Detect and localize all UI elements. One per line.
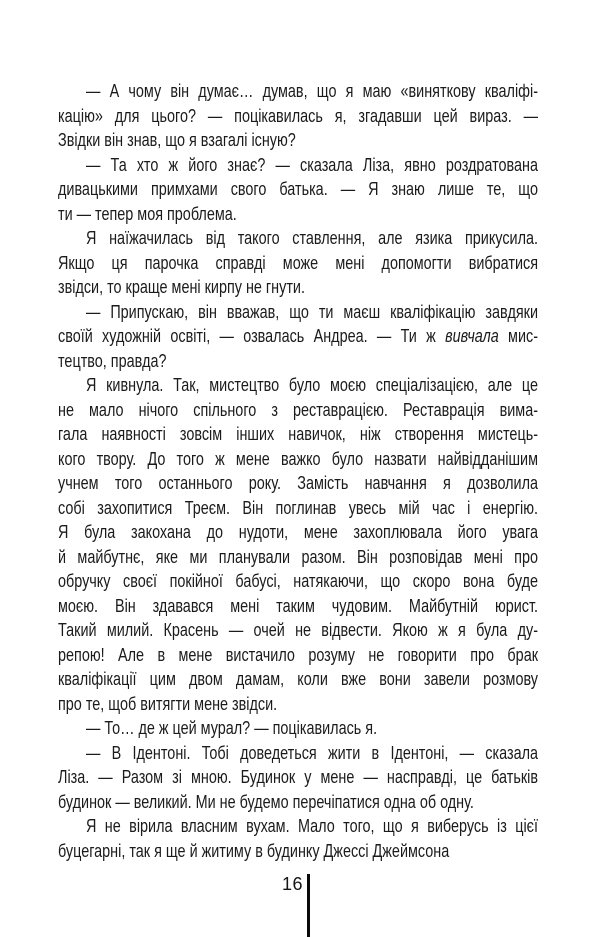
text-line: ти — тепер моя проблема.: [58, 203, 237, 224]
text-line: буцегарні, так я ще й житиму в будинку Джессі Джеймсона: [58, 840, 450, 861]
text-line: Я кивнула. Так, мистецтво було моєю спеціалізацією, але це: [86, 375, 538, 395]
body-text: [58, 79, 538, 863]
text-line: звідси, то краще мені кирпу не гнути.: [58, 277, 305, 297]
text-line: про те, щоб витягти мене звідси.: [58, 693, 278, 714]
text-line: Якщо ця парочка справді може мені допомогти вибратися: [58, 252, 538, 273]
text-line: — В Ідентоні. Тобі доведеться жити в Ідентоні, — сказала: [86, 742, 538, 763]
spine-gutter-bar: [307, 874, 310, 937]
text-line: моєю. Він здавався мені таким чудовим. Майбутній юрист.: [58, 595, 538, 616]
text-line: тецтво, правда?: [58, 350, 167, 371]
text-line: кого твору. До того ж мене важко було назвати найвідданішим: [58, 448, 538, 469]
text-line: собі захопитися Треєм. Він поглинав увесь мій час і енергію.: [58, 497, 538, 518]
text-line: своїй художній освіті, — озвалась Андреа. — Ти ж вивчала мис-: [58, 326, 538, 346]
page-text-block: [58, 79, 540, 863]
text-line: не мало нічого спільного з реставрацією. Реставрація вима-: [58, 399, 538, 420]
text-line: кваліфікації цим двом дамам, коли вже вони завели розмову: [58, 669, 538, 689]
text-line: Ліза. — Разом зі мною. Будинок у мене — насправді, це батьків: [58, 767, 538, 787]
text-line: учнем того останнього року. Замість навчання я дозволила: [58, 473, 538, 493]
text-line: будинок — великий. Ми не будемо перечіпатися одна об одну.: [58, 791, 474, 812]
text-line: дивацькими примхами свого батька. — Я знаю лише те, що: [58, 179, 538, 199]
text-line: Такий милий. Красень — очей не відвести. Якою ж я була ду-: [58, 620, 538, 640]
text-line: — А чому він думає… думав, що я маю «виняткову кваліфі-: [86, 81, 538, 101]
text-line: Звідки він знав, що я взагалі існую?: [58, 130, 296, 150]
text-line: Я була закохана до нудоти, мене захоплювала його увага: [58, 522, 538, 542]
text-line: — Та хто ж його знає? — сказала Ліза, явно роздратована: [86, 154, 538, 175]
text-line: Я не вірила власним вухам. Мало того, що я виберусь із цієї: [86, 816, 538, 836]
text-line: гала наявності зовсім інших навичок, ніж створення мистець-: [58, 424, 538, 444]
text-line: кацію» для цього? — поцікавилась я, згадавши цей вираз. —: [58, 105, 538, 126]
text-line: — То… де ж цей мурал? — поцікавилась я.: [86, 718, 378, 738]
text-line: репою! Але в мене вистачило розуму не говорити про брак: [58, 644, 538, 665]
text-line: Я наїжачилась від такого ставлення, але язика прикусила.: [86, 228, 538, 248]
text-line: — Припускаю, він вважав, що ти маєш кваліфікацію завдяки: [86, 301, 538, 322]
page-number: 16: [282, 874, 304, 894]
text-line: обручку своєї покійної бабусі, натякаючи, що скоро вона буде: [58, 571, 538, 591]
text-line: й майбутнє, яке ми планували разом. Він розповідав мені про: [58, 546, 538, 567]
